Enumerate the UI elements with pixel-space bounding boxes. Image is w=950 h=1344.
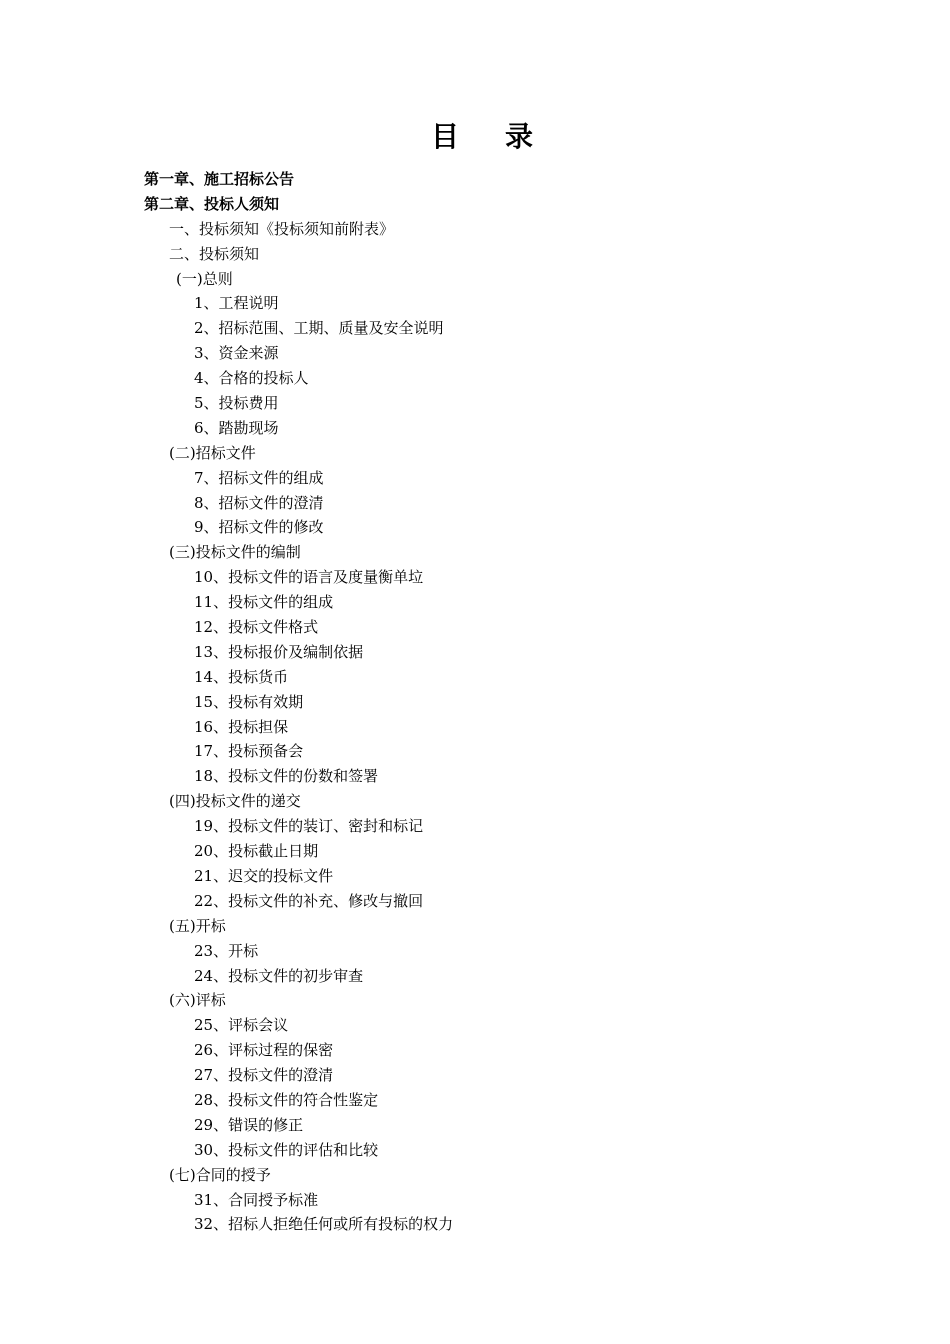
toc-part-entry: 一、投标须知《投标须知前附表》: [169, 219, 395, 238]
toc-item-entry: 24、投标文件的初步审查: [194, 966, 364, 985]
toc-item-entry: 7、招标文件的组成: [194, 468, 324, 487]
toc-chapter-entry: 第二章、投标人须知: [144, 194, 280, 213]
toc-item-entry: 27、投标文件的澄清: [194, 1066, 334, 1085]
page-title: [0, 115, 950, 155]
toc-item-entry: 14、投标货币: [194, 667, 289, 686]
toc-section-entry: (五)开标: [169, 916, 226, 935]
toc-item-entry: 29、错误的修正: [194, 1115, 304, 1134]
toc-item-entry: 25、评标会议: [194, 1016, 289, 1035]
toc-item-entry: 5、投标费用: [194, 394, 279, 413]
toc-item-entry: 30、投标文件的评估和比较: [194, 1140, 379, 1159]
toc-item-entry: 9、招标文件的修改: [194, 518, 324, 537]
toc-item-entry: 20、投标截止日期: [194, 842, 319, 861]
toc-item-entry: 4、合格的投标人: [194, 369, 309, 388]
toc-section-entry: (六)评标: [169, 991, 226, 1010]
toc-item-entry: 2、招标范围、工期、质量及安全说明: [194, 319, 444, 338]
toc-item-entry: 15、投标有效期: [194, 692, 304, 711]
toc-section-entry: (七)合同的授予: [169, 1165, 271, 1184]
toc-section-entry: (四)投标文件的递交: [169, 792, 301, 811]
toc-item-entry: 13、投标报价及编制依据: [194, 642, 364, 661]
toc-item-entry: 18、投标文件的份数和签署: [194, 767, 379, 786]
toc-item-entry: 1、工程说明: [194, 294, 279, 313]
toc-item-entry: 32、招标人拒绝任何或所有投标的权力: [194, 1215, 454, 1234]
toc-section-entry: (一)总则: [176, 269, 233, 288]
toc-part-entry: 二、投标须知: [169, 244, 260, 263]
toc-item-entry: 12、投标文件格式: [194, 618, 319, 637]
toc-item-entry: 10、投标文件的语言及度量衡单垃: [194, 568, 424, 587]
title-char-2: 录: [505, 119, 536, 153]
table-of-contents: [0, 167, 950, 1237]
toc-item-entry: 16、投标担保: [194, 717, 289, 736]
toc-item-entry: 28、投标文件的符合性鉴定: [194, 1090, 379, 1109]
toc-item-entry: 11、投标文件的组成: [194, 593, 334, 612]
toc-section-entry: (三)投标文件的编制: [169, 543, 301, 562]
title-char-1: 目: [430, 119, 461, 153]
toc-item-entry: 6、踏勘现场: [194, 418, 279, 437]
toc-item-entry: 21、迟交的投标文件: [194, 866, 334, 885]
toc-item-entry: 23、开标: [194, 941, 259, 960]
toc-section-entry: (二)招标文件: [169, 443, 256, 462]
toc-item-entry: 3、资金来源: [194, 344, 279, 363]
toc-chapter-entry: 第一章、施工招标公告: [144, 170, 295, 188]
toc-item-entry: 17、投标预备会: [194, 742, 304, 761]
toc-item-entry: 8、招标文件的澄清: [194, 493, 324, 512]
toc-item-entry: 31、合同授予标准: [194, 1190, 319, 1209]
toc-item-entry: 26、评标过程的保密: [194, 1041, 334, 1060]
toc-item-entry: 19、投标文件的装订、密封和标记: [194, 817, 424, 836]
toc-item-entry: 22、投标文件的补充、修改与撤回: [194, 891, 424, 910]
